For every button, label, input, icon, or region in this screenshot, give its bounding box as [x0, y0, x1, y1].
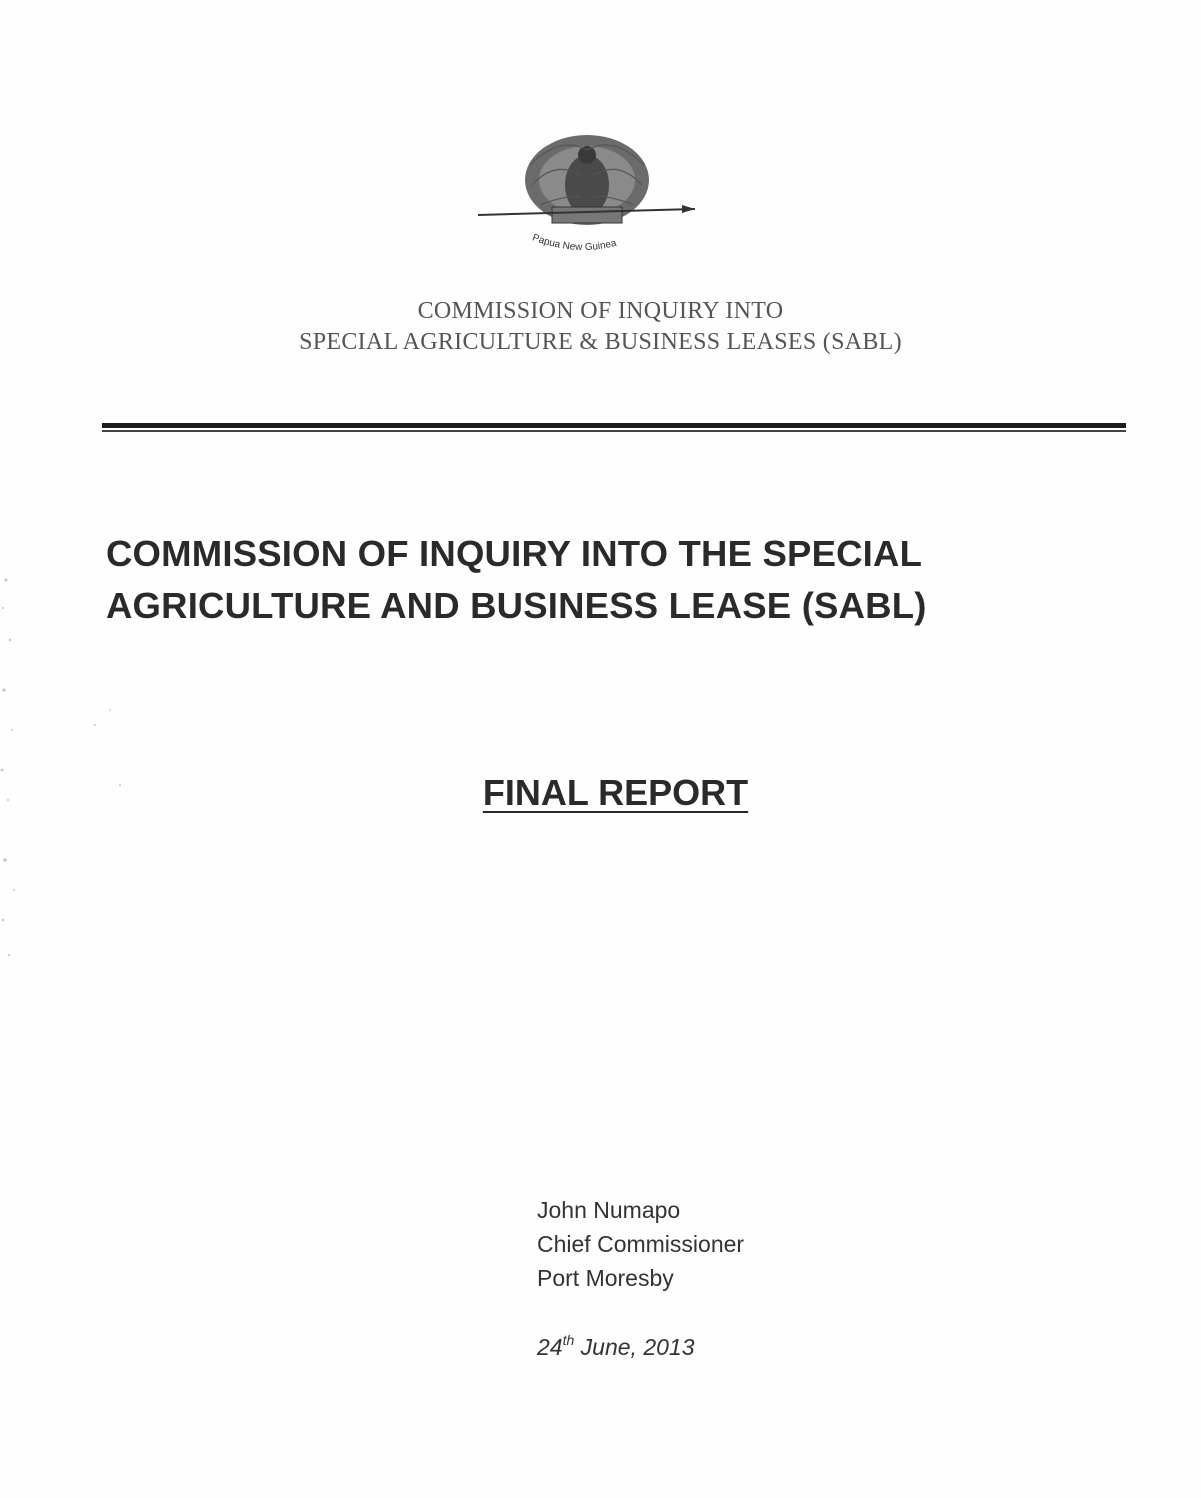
title-line-2: AGRICULTURE AND BUSINESS LEASE (SABL) [106, 585, 927, 626]
report-type-heading [0, 772, 1201, 814]
header-divider-thick [102, 423, 1126, 428]
report-type-label: FINAL REPORT [482, 772, 749, 813]
date-suffix: th [562, 1332, 575, 1348]
date-day: 24 [537, 1334, 563, 1360]
signatory-location: Port Moresby [537, 1265, 674, 1291]
header-line-1: COMMISSION OF INQUIRY INTO [417, 298, 784, 324]
signatory-name: John Numapo [537, 1197, 681, 1223]
signatory-position: Chief Commissioner [537, 1231, 745, 1257]
report-date [537, 1334, 695, 1361]
signatory-block [537, 1193, 744, 1295]
header-line-2: SPECIAL AGRICULTURE & BUSINESS LEASES (SABL) [299, 329, 902, 355]
document-title [106, 528, 1146, 632]
png-bird-of-paradise-emblem-icon [470, 125, 705, 265]
title-line-1: COMMISSION OF INQUIRY INTO THE SPECIAL [106, 533, 923, 574]
header-divider-thin [102, 430, 1126, 432]
date-rest: June, 2013 [574, 1334, 695, 1360]
emblem-caption: Papua New Guinea [530, 232, 618, 254]
commission-header [0, 296, 1201, 358]
